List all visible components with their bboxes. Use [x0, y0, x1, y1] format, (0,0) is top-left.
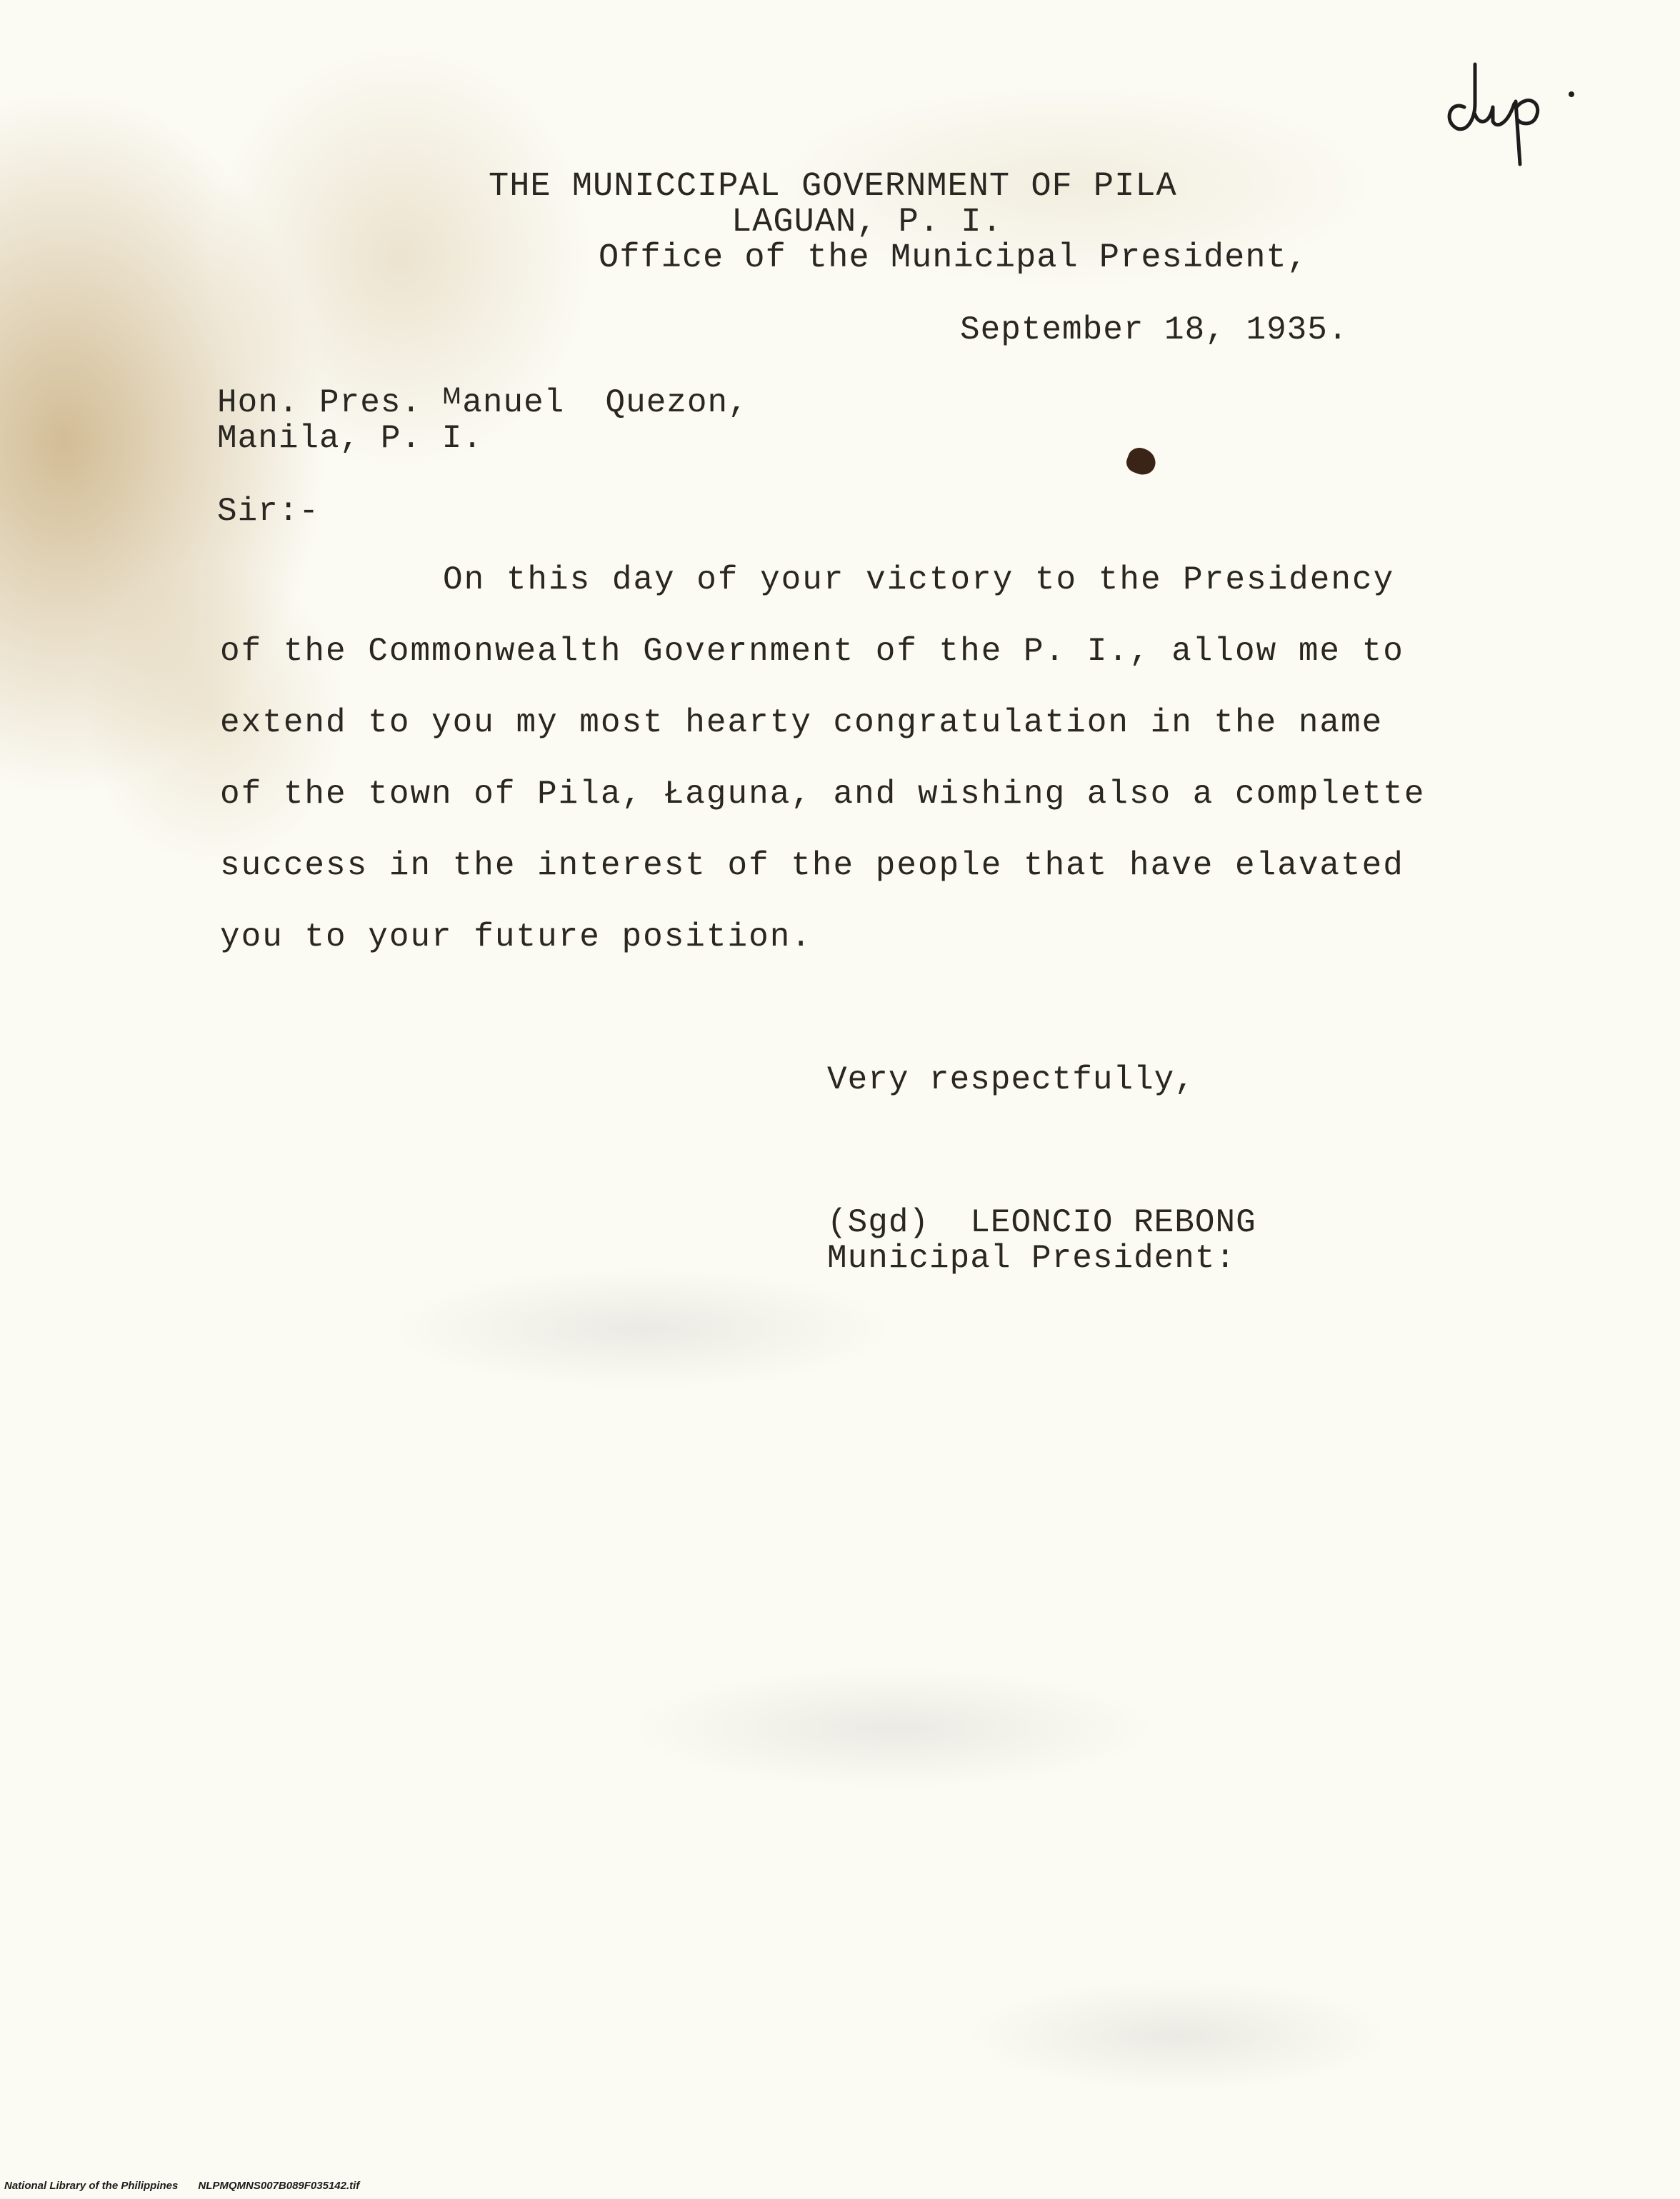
ink-blot	[1124, 444, 1159, 479]
letterhead-line-3: Office of the Municipal President,	[599, 239, 1308, 277]
signature-title: Municipal President:	[827, 1240, 1236, 1277]
salutation: Sir:-	[217, 493, 320, 530]
handwritten-dup-annotation	[1436, 36, 1586, 186]
letterhead-line-1: THE MUNICCIPAL GOVERNMENT OF PILA	[489, 168, 1177, 206]
closing: Very respectfully,	[827, 1061, 1195, 1098]
body-line: success in the interest of the people that have elavated	[220, 847, 1404, 884]
letterhead-line-2: LAGUAN, P. I.	[731, 204, 1003, 241]
body-line: you to your future position.	[220, 918, 812, 956]
signature-name: (Sgd) LEONCIO REBONG	[827, 1204, 1256, 1241]
addressee-line-2: Manila, P. I.	[217, 420, 483, 457]
body-line: On this day of your victory to the Presidency	[443, 561, 1395, 598]
body-line: of the town of Pila, Łaguna, and wishing also a complette	[220, 776, 1426, 813]
footer-filename: NLPMQMNS007B089F035142.tif	[198, 2180, 360, 2192]
body-line: of the Commonwealth Government of the P. I., allow me to	[220, 633, 1404, 670]
footer-library: National Library of the Philippines	[4, 2180, 179, 2192]
body-line: extend to you my most hearty congratulation in the name	[220, 704, 1384, 741]
addressee-line-1: Hon. Pres. ᴹanuel Quezon,	[217, 384, 749, 421]
letter-date: September 18, 1935.	[960, 311, 1349, 349]
scan-footer	[4, 2180, 359, 2192]
